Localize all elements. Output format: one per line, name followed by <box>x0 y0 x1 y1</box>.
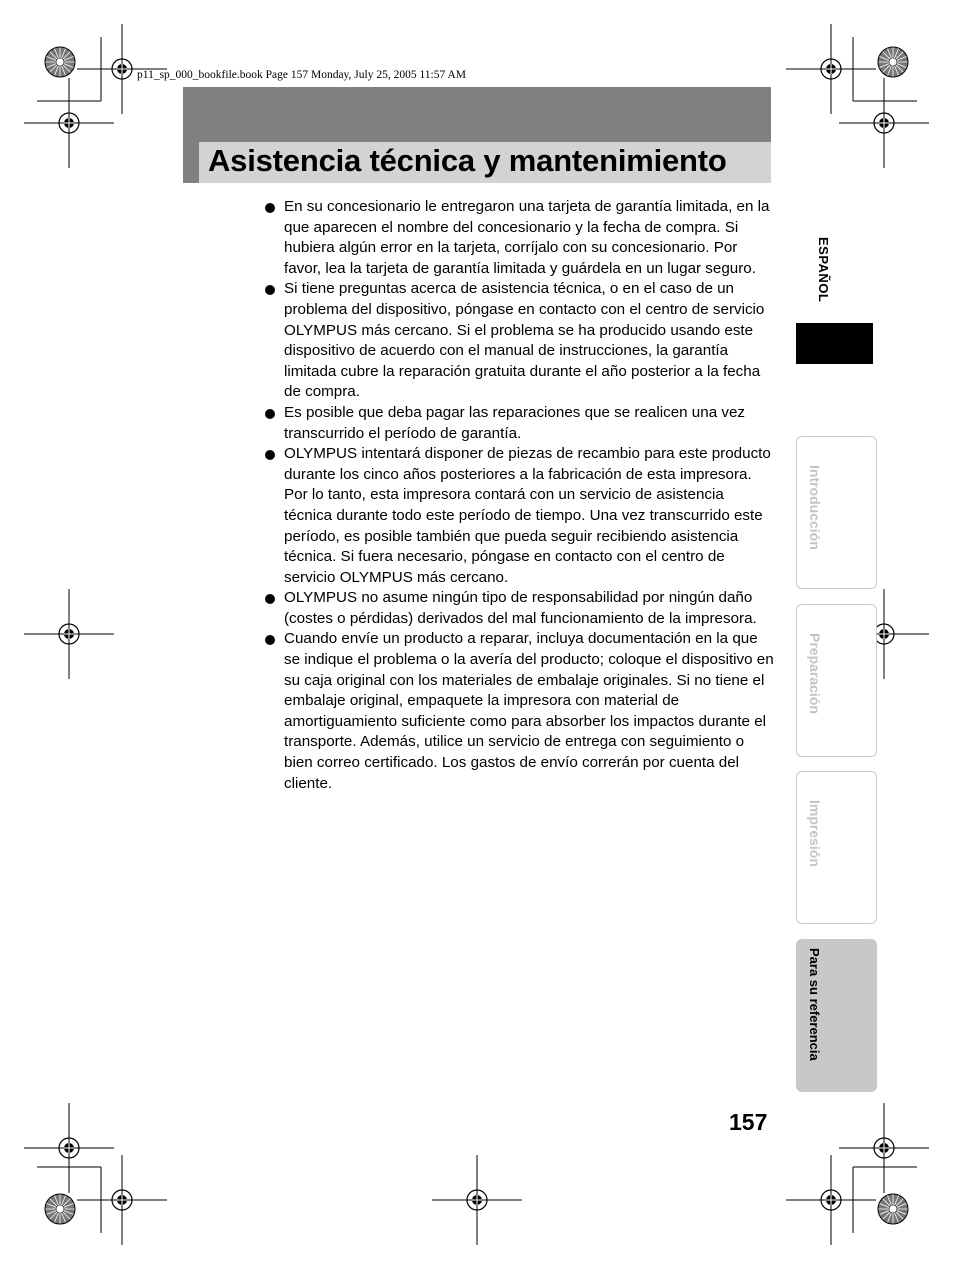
list-item <box>265 444 775 588</box>
tab-para-su-referencia[interactable] <box>796 939 877 1092</box>
list-item-text: Si tiene preguntas acerca de asistencia técnica, o en el caso de un problema del dispositivo, póngase en contacto con el centro de servicio OLYMPUS más cercano. Si el problema se ha producido usando este dispositivo de acuerdo con el manual de instrucciones, la garantía limitada cubre la reparación gratuita durante el año posterior a la fecha de compra. <box>284 280 765 401</box>
tab-impresion[interactable] <box>796 771 877 924</box>
tab-introduccion[interactable] <box>796 436 877 589</box>
list-item <box>265 279 775 403</box>
list-item-text: Cuando envíe un producto a reparar, incluya documentación en la que se indique el problema o la avería del producto; coloque el dispositivo en su caja original con los materiales de embalaje originales. Si no tiene el embalaje original, empaquete la impresora con material de amortiguamiento suficiente como para absorber los impactos durante el transporte. Además, utilice un servicio de entrega con seguimiento o bien correo certificado. Los gastos de envío correrán por cuenta del cliente. <box>284 630 774 792</box>
language-marker <box>796 323 873 364</box>
bullet-icon <box>265 203 275 213</box>
bullet-list <box>265 197 775 794</box>
bullet-icon <box>265 635 275 645</box>
tab-label: Introducción <box>807 465 823 550</box>
list-item <box>265 629 775 794</box>
list-item-text: OLYMPUS intentará disponer de piezas de recambio para este producto durante los cinco años posteriores a la fabricación de esta impresora. Por lo tanto, esta impresora contará con un servicio de asistencia técnica durante todo este período de tiempo. Una vez transcurrido este período, es posible también que pueda seguir recibiendo asistencia técnica. Si fuera necesario, póngase en contacto con el centro de servicio OLYMPUS más cercano. <box>284 445 771 586</box>
page-number: 157 <box>729 1109 768 1135</box>
tab-label: Preparación <box>807 633 823 714</box>
tab-label: Impresión <box>807 800 823 867</box>
list-item <box>265 588 775 629</box>
bullet-icon <box>265 285 275 295</box>
page-title: Asistencia técnica y mantenimiento <box>208 143 727 178</box>
tab-label: Para su referencia <box>807 948 822 1061</box>
list-item <box>265 197 775 279</box>
language-label: ESPAÑOL <box>816 237 831 303</box>
bullet-icon <box>265 409 275 419</box>
bullet-icon <box>265 594 275 604</box>
list-item-text: Es posible que deba pagar las reparaciones que se realicen una vez transcurrido el período de garantía. <box>284 403 745 442</box>
file-info-header: p11_sp_000_bookfile.book Page 157 Monday, July 25, 2005 11:57 AM <box>137 69 467 81</box>
bullet-icon <box>265 450 275 460</box>
list-item-text: OLYMPUS no asume ningún tipo de responsabilidad por ningún daño (costes o pérdidas) derivados del mal funcionamiento de la impresora. <box>284 589 757 627</box>
list-item <box>265 403 775 444</box>
list-item-text: En su concesionario le entregaron una tarjeta de garantía limitada, en la que aparecen el nombre del concesionario y la fecha de compra. Si hubiera algún error en la tarjeta, corríjalo con su concesionario. Por favor, lea la tarjeta de garantía limitada y guárdela en un lugar seguro. <box>284 198 770 277</box>
tab-preparacion[interactable] <box>796 604 877 757</box>
